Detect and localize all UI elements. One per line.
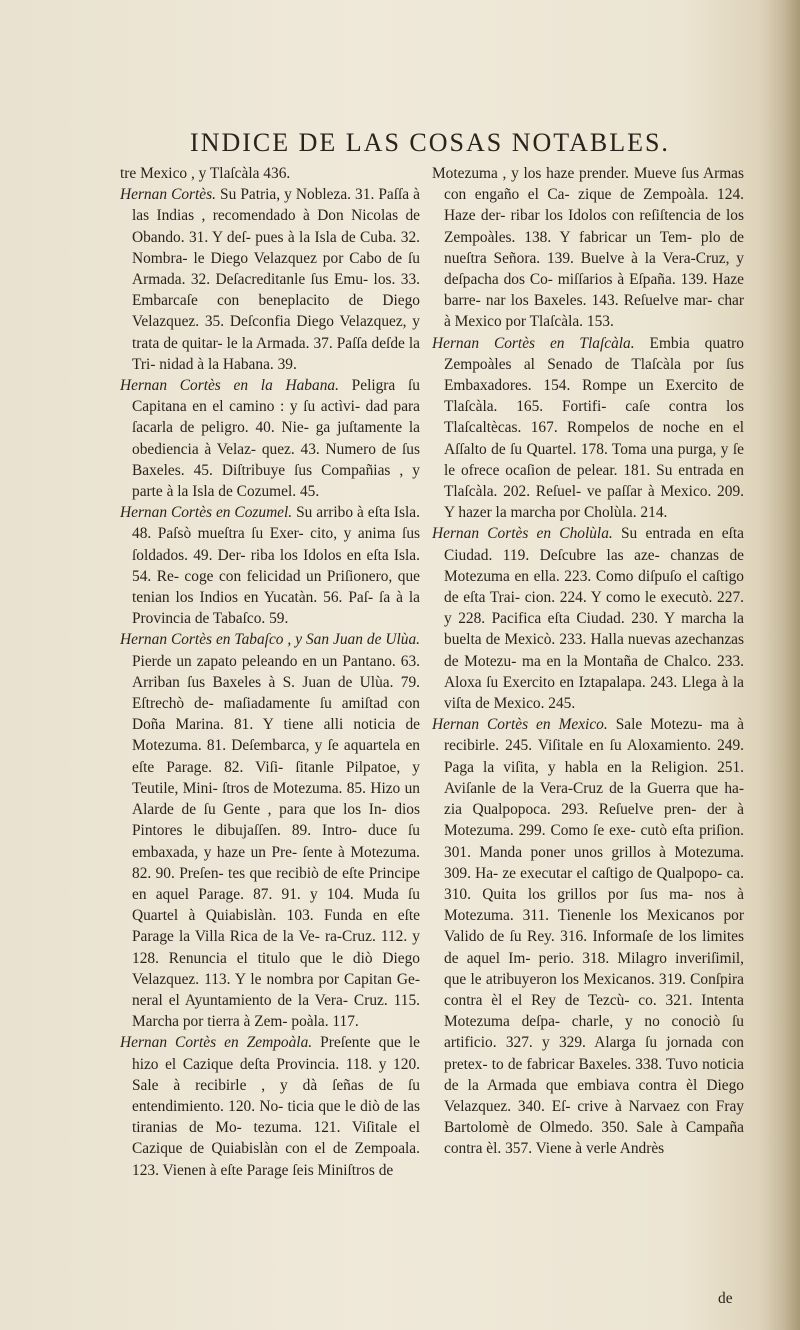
index-entry [120,1032,420,1180]
index-entry [120,375,420,502]
page-edge-shadow [760,0,800,1330]
entry-title: Hernan Cortès en Mexico. [432,716,608,734]
entry-text: Sale Motezu- ma à recibirle. 245. Viſitale en ſu Aloxamiento. 249. Paga la viſita, y habla en la Religion. 251. Aviſanle de la Vera-Cruz de la Guerra que ha- zia Qualpopoca. 293. Reſuelve pren- der à Motezuma. 299. Como ſe exe- cutò eſta priſion. 301. Manda poner unos grillos à Motezuma. 309. Ha- ze executar el caſtigo de Qualpopo- ca. 310. Quita los grillos por ſus ma- nos à Motezuma. 311. Tienenle los Mexicanos por Valido de ſu Rey. 316. Informaſe de los limites de aquel Im- perio. 318. Milagro inveriſimil, que le atribuyeron los Mexicanos. 319. Conſpira contra èl el Rey de Tezcù- co. 321. Intenta Motezuma deſpa- charle, y no conociò ſu artificio. 327. y 329. Alarga ſu jornada con pretex- to de fabricar Baxeles. 338. Tuvo noticia de la Armada que embiava contra èl Diego Velazquez. 340. Eſ- crive à Narvaez con Fray Bartolomè de Olmedo. 350. Sale à Campaña contra èl. 357. Viene à verle Andrès [444,716,744,1158]
index-column-right [432,163,744,1160]
entry-title: Hernan Cortès en Tlaſcàla. [432,334,635,352]
entry-text: Su entrada en eſta Ciudad. 119. Deſcubre las aze- chanzas de Motezuma en ella. 223. Como diſpuſo el caſtigo de eſta Trai- cion. 224. Y como le executò. 227. y 228. Pacifica eſta Ciudad. 230. Y marcha la buelta de Mexicò. 233. Halla nuevas azechanzas de Motezu- ma en la Montaña de Chalco. 233. Aloxa ſu Exercito en Iztapalapa. 243. Llega à la viſta de Mexico. 245. [444,525,744,713]
index-entry [432,523,744,714]
index-column-left [120,163,420,1181]
entry-title: Hernan Cortès en Zempoàla. [120,1034,313,1052]
entry-title: Hernan Cortès en Cozumel. [120,504,293,522]
catchword: de [718,1290,733,1307]
index-entry [432,163,744,333]
entry-title: Hernan Cortès. [120,186,216,204]
entry-text: Embia quatro Zempoàles al Senado de Tlaſcàla por ſus Embaxadores. 154. Rompe un Exercito de Tlaſcàla. 165. Fortifi- caſe contra los Tlaſcaltècas. 167. Rompelos de noche en el Aſſalto de ſu Quartel. 178. Toma una purga, y ſe le ofrece ocaſion de pelear. 181. Su entrada en Tlaſcàla. 202. Reſuel- ve paſſar à Mexico. 209. Y hazer la marcha por Cholùla. 214. [444,334,744,522]
running-header: INDICE DE LAS COSAS NOTABLES. [190,128,670,157]
entry-title: Hernan Cortès en Cholùla. [432,525,613,543]
entry-title: Hernan Cortès en la Habana. [120,377,339,395]
entry-title: Hernan Cortès en Tabaſco , y San Juan de Ulùa. [120,631,420,649]
entry-text: Pierde un zapato peleando en un Pantano. 63. Arriban ſus Baxeles à S. Juan de Ulùa. 79. Eſtrechò de- maſiadamente ſu amiſtad con Doña Marina. 81. Y tiene alli noticia de Motezuma. 81. Deſembarca, y ſe aquartela en eſte Parage. 82. Viſi- ſitanle Pilpatoe, y Teutile, Mini- ſtros de Motezuma. 85. Hizo un Alarde de ſu Gente , para que los In- dios Pintores le dibujaſſen. 89. Intro- duce ſu embaxada, y haze un Pre- ſente à Motezuma. 82. 90. Preſen- tes que recibiò de eſte Principe en aquel Parage. 87. 91. y 104. Muda ſu Quartel à Quiabislàn. 103. Funda en eſte Parage la Villa Rica de la Ve- ra-Cruz. 112. y 128. Renuncia el titulo que le diò Diego Velazquez. 113. Y le nombra por Capitan Ge- neral el Ayuntamiento de la Vera- Cruz. 115. Marcha por tierra à Zem- poàla. 117. [132,652,420,1031]
index-entry [120,184,420,375]
index-entry [432,333,744,524]
entry-text: Su arribo à eſta Isla. 48. Paſsò mueſtra ſu Exer- cito, y anima ſus ſoldados. 49. Der- riba los Idolos en eſta Isla. 54. Re- coge con felicidad un Priſionero, que tenian los Indios en Yucatàn. 56. Paſ- ſa à la Provincia de Tabaſco. 59. [132,504,420,628]
entry-text: Su Patria, y Nobleza. 31. Paſſa à las Indias , recomendado à Don Nicolas de Obando. 31. Y deſ- pues à la Isla de Cuba. 32. Nombra- le Diego Velazquez por Cabo de ſu Armada. 32. Deſacreditanle ſus Emu- los. 33. Embarcaſe con beneplacito de Diego Velazquez. 35. Deſconfia Diego Velazquez, y trata de quitar- le la Armada. 37. Paſſa deſde la Tri- nidad à la Habana. 39. [132,186,420,373]
entry-text: tre Mexico , y Tlaſcàla 436. [120,165,291,182]
index-entry [120,163,420,184]
entry-text: Preſente que le hizo el Cazique deſta Provincia. 118. y 120. Sale à recibirle , y dà ſeñas de ſu entendimiento. 120. No- ticia que le diò de las tiranias de Mo- tezuma. 121. Viſitale el Cazique de Quiabislàn con el de Zempoala. 123. Vienen à eſte Parage ſeis Miniſtros de [132,1034,420,1179]
index-entry [120,502,420,629]
index-entry [120,629,420,1032]
index-entry [432,714,744,1159]
entry-text: Peligra ſu Capitana en el camino : y ſu actìvi- dad para ſacarla de peligro. 40. Nie- ga juſtamente la obediencia à Velaz- quez. 43. Numero de ſus Baxeles. 45. Diſtribuye ſus Compañias , y parte à la Isla de Cozumel. 45. [132,377,420,501]
entry-text: Motezuma , y los haze prender. Mueve ſus Armas con engaño el Ca- zique de Zempoàla. 124. Haze der- ribar los Idolos con reſiſtencia de los Zempoàles. 138. Y fabricar un Tem- plo de nueſtra Señora. 139. Buelve à la Vera-Cruz, y deſpacha dos Co- miſſarios à Eſpaña. 139. Haze barre- nar los Baxeles. 143. Reſuelve mar- char à Mexico por Tlaſcàla. 153. [432,165,744,331]
